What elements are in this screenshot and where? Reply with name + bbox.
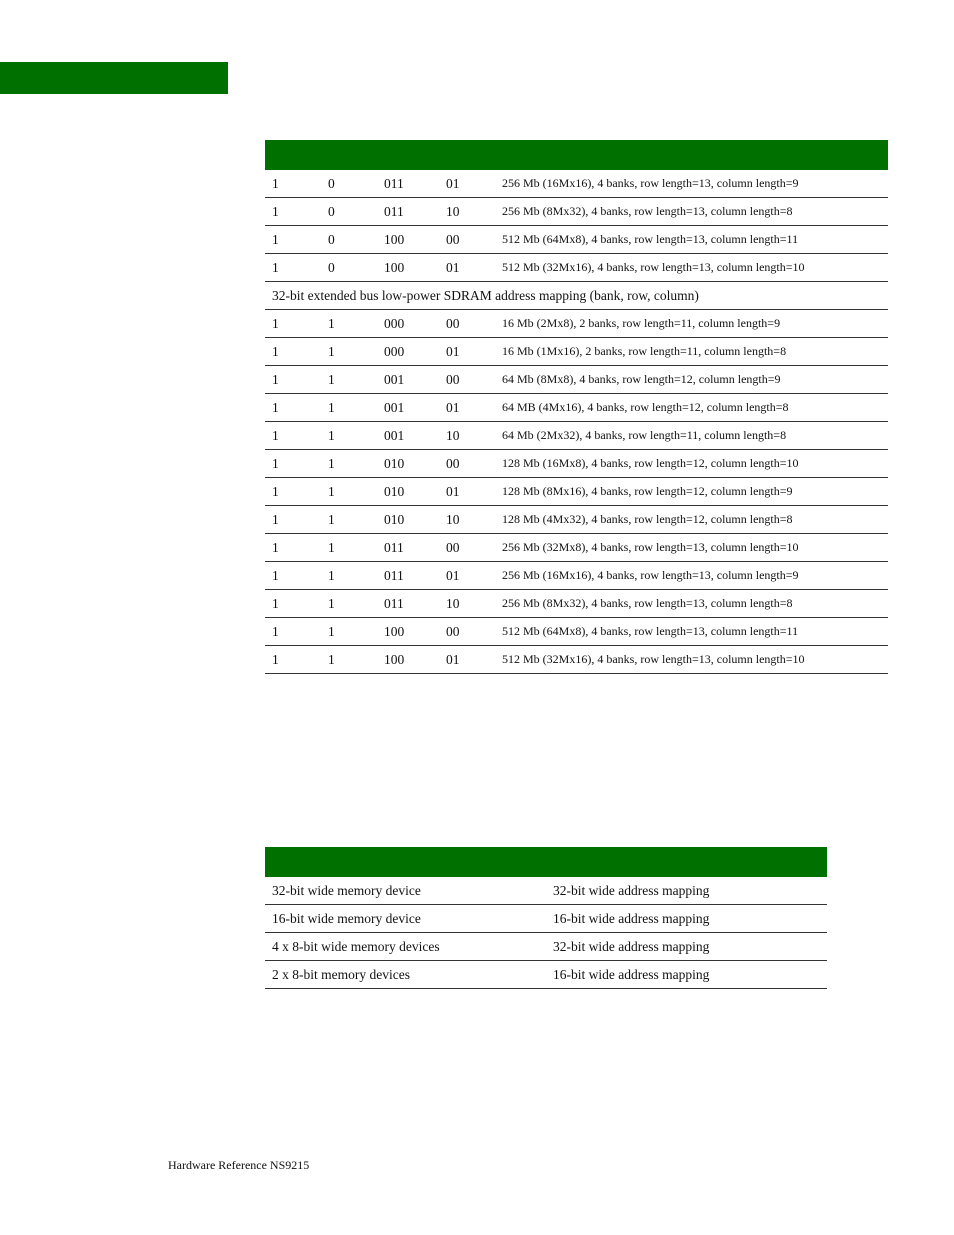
table-cell: 1 — [265, 254, 321, 282]
table-cell: 2 x 8-bit memory devices — [265, 961, 546, 989]
table-cell: 10 — [439, 198, 495, 226]
table-cell: 256 Mb (8Mx32), 4 banks, row length=13, column length=8 — [495, 198, 888, 226]
table-cell: 1 — [265, 394, 321, 422]
table-cell: 1 — [321, 394, 377, 422]
table-cell: 1 — [265, 450, 321, 478]
address-mapping-table-body — [265, 170, 888, 674]
table-header — [265, 847, 827, 877]
table-cell: 01 — [439, 562, 495, 590]
table-cell: 000 — [377, 310, 439, 338]
table-row — [265, 562, 888, 590]
table-cell: 011 — [377, 198, 439, 226]
table-row — [265, 394, 888, 422]
table-cell: 512 Mb (32Mx16), 4 banks, row length=13, column length=10 — [495, 254, 888, 282]
table-cell: 32-bit wide address mapping — [546, 877, 827, 905]
table-cell: 001 — [377, 394, 439, 422]
table-cell: 01 — [439, 646, 495, 674]
table-cell: 1 — [321, 422, 377, 450]
table-cell: 01 — [439, 338, 495, 366]
table-cell: 100 — [377, 618, 439, 646]
table-section-row — [265, 282, 888, 310]
table-cell: 64 MB (4Mx16), 4 banks, row length=12, column length=8 — [495, 394, 888, 422]
address-mapping-table — [265, 140, 888, 674]
table-cell: 011 — [377, 170, 439, 198]
table-cell: 01 — [439, 394, 495, 422]
table-row — [265, 877, 827, 905]
table-cell: 1 — [321, 310, 377, 338]
table-cell: 1 — [321, 450, 377, 478]
table-cell: 01 — [439, 254, 495, 282]
table-cell: 1 — [265, 422, 321, 450]
table-row — [265, 226, 888, 254]
table-cell: 256 Mb (16Mx16), 4 banks, row length=13, column length=9 — [495, 170, 888, 198]
table-row — [265, 366, 888, 394]
table-cell: 0 — [321, 170, 377, 198]
table-cell: 1 — [265, 478, 321, 506]
table-row — [265, 450, 888, 478]
table-cell: 1 — [265, 338, 321, 366]
table-cell: 00 — [439, 534, 495, 562]
table-cell: 1 — [265, 590, 321, 618]
table-row — [265, 590, 888, 618]
table-cell: 1 — [265, 618, 321, 646]
table-cell: 64 Mb (8Mx8), 4 banks, row length=12, column length=9 — [495, 366, 888, 394]
table-cell: 00 — [439, 226, 495, 254]
table-cell: 64 Mb (2Mx32), 4 banks, row length=11, column length=8 — [495, 422, 888, 450]
table-cell: 1 — [321, 646, 377, 674]
table-cell: 1 — [265, 198, 321, 226]
table-cell: 32-bit wide address mapping — [546, 933, 827, 961]
page-footer: Hardware Reference NS9215 — [168, 1158, 310, 1172]
table-cell: 32-bit wide memory device — [265, 877, 546, 905]
table-cell: 4 x 8-bit wide memory devices — [265, 933, 546, 961]
table-cell: 1 — [321, 478, 377, 506]
table-row — [265, 506, 888, 534]
table-row — [265, 933, 827, 961]
table-row — [265, 310, 888, 338]
table-cell: 010 — [377, 450, 439, 478]
table-row — [265, 961, 827, 989]
table-row — [265, 646, 888, 674]
table-header — [265, 140, 888, 170]
memory-device-table-body — [265, 877, 827, 989]
table-cell: 10 — [439, 590, 495, 618]
table-cell: 256 Mb (8Mx32), 4 banks, row length=13, column length=8 — [495, 590, 888, 618]
table-cell: 512 Mb (32Mx16), 4 banks, row length=13, column length=10 — [495, 646, 888, 674]
table-row — [265, 338, 888, 366]
table-cell: 011 — [377, 590, 439, 618]
table-row — [265, 422, 888, 450]
table-cell: 16-bit wide memory device — [265, 905, 546, 933]
table-cell: 000 — [377, 338, 439, 366]
table-cell: 512 Mb (64Mx8), 4 banks, row length=13, column length=11 — [495, 618, 888, 646]
table-cell: 1 — [265, 534, 321, 562]
table-cell: 10 — [439, 422, 495, 450]
table-cell: 100 — [377, 226, 439, 254]
table-cell: 010 — [377, 506, 439, 534]
table-cell: 1 — [265, 366, 321, 394]
table-cell: 16 Mb (2Mx8), 2 banks, row length=11, column length=9 — [495, 310, 888, 338]
table-cell: 10 — [439, 506, 495, 534]
table-cell: 0 — [321, 254, 377, 282]
table-cell: 01 — [439, 170, 495, 198]
table-cell: 1 — [265, 170, 321, 198]
table-cell: 011 — [377, 562, 439, 590]
table-row — [265, 618, 888, 646]
table-cell: 1 — [321, 590, 377, 618]
table-cell: 1 — [321, 534, 377, 562]
table-cell: 1 — [265, 226, 321, 254]
table-row — [265, 170, 888, 198]
table-row — [265, 905, 827, 933]
table-cell: 0 — [321, 226, 377, 254]
table-cell: 00 — [439, 310, 495, 338]
table-row — [265, 534, 888, 562]
table-cell: 1 — [321, 366, 377, 394]
table-cell: 128 Mb (4Mx32), 4 banks, row length=12, column length=8 — [495, 506, 888, 534]
table-row — [265, 478, 888, 506]
table-cell: 1 — [321, 618, 377, 646]
table-cell: 001 — [377, 366, 439, 394]
table-cell: 00 — [439, 450, 495, 478]
table-cell: 00 — [439, 618, 495, 646]
table-cell: 01 — [439, 478, 495, 506]
table-cell: 1 — [265, 506, 321, 534]
table-cell: 011 — [377, 534, 439, 562]
table-row — [265, 198, 888, 226]
table-cell: 010 — [377, 478, 439, 506]
table-cell: 16-bit wide address mapping — [546, 961, 827, 989]
section-heading: 32-bit extended bus low-power SDRAM address mapping (bank, row, column) — [265, 282, 888, 310]
table-cell: 256 Mb (32Mx8), 4 banks, row length=13, column length=10 — [495, 534, 888, 562]
table-cell: 256 Mb (16Mx16), 4 banks, row length=13, column length=9 — [495, 562, 888, 590]
table-cell: 100 — [377, 646, 439, 674]
table-cell: 1 — [321, 562, 377, 590]
table-cell: 1 — [321, 338, 377, 366]
table-row — [265, 254, 888, 282]
table-cell: 1 — [265, 310, 321, 338]
table-cell: 16-bit wide address mapping — [546, 905, 827, 933]
table-cell: 512 Mb (64Mx8), 4 banks, row length=13, column length=11 — [495, 226, 888, 254]
table-cell: 00 — [439, 366, 495, 394]
table-cell: 128 Mb (16Mx8), 4 banks, row length=12, column length=10 — [495, 450, 888, 478]
table-cell: 100 — [377, 254, 439, 282]
section-tab-marker — [0, 62, 228, 94]
memory-device-table — [265, 847, 827, 989]
table-cell: 1 — [265, 562, 321, 590]
table-cell: 1 — [265, 646, 321, 674]
table-cell: 001 — [377, 422, 439, 450]
table-cell: 128 Mb (8Mx16), 4 banks, row length=12, column length=9 — [495, 478, 888, 506]
table-cell: 16 Mb (1Mx16), 2 banks, row length=11, column length=8 — [495, 338, 888, 366]
table-cell: 1 — [321, 506, 377, 534]
table-cell: 0 — [321, 198, 377, 226]
